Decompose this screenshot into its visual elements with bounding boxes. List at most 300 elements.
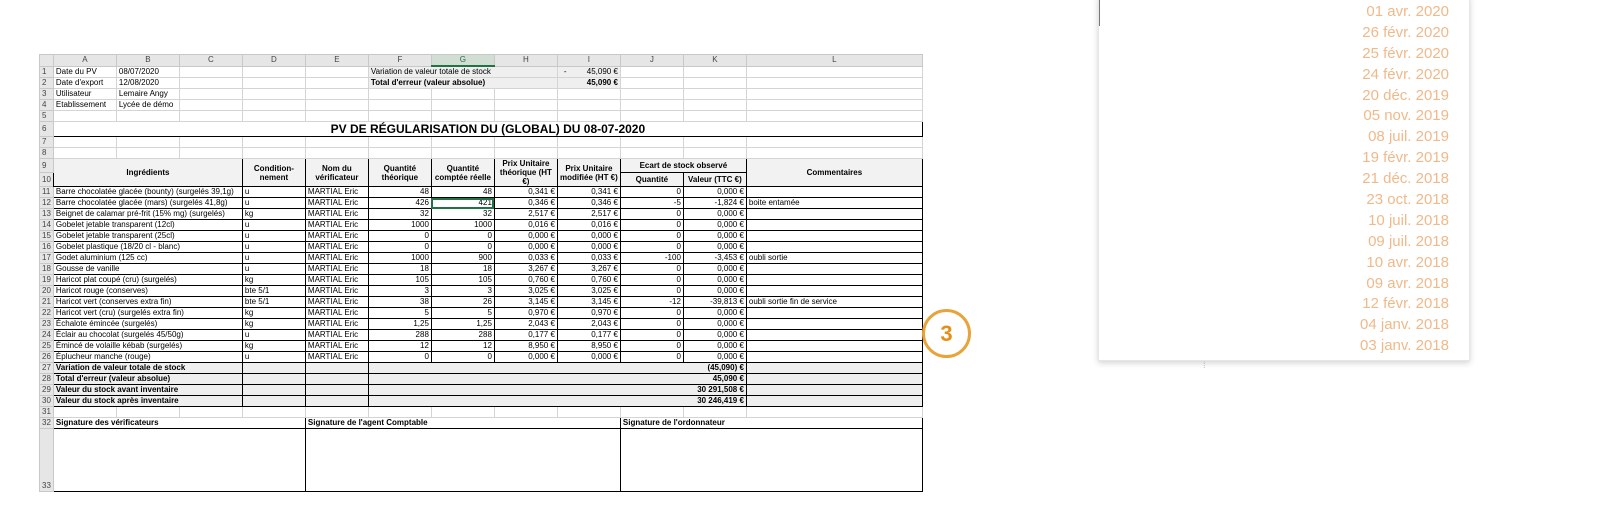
ecart-valeur-cell[interactable]: 0,000 €	[683, 242, 746, 253]
commentaire-cell[interactable]: oubli sortie	[746, 253, 922, 264]
sheet-row	[40, 297, 923, 308]
sheet-row	[40, 330, 923, 341]
sheet-row	[40, 159, 923, 173]
ingredient-name[interactable]: Éclair au chocolat (surgelés 45/50g)	[53, 330, 242, 341]
pu-theorique-cell[interactable]: 0,000 €	[494, 242, 557, 253]
ecart-quantite-cell[interactable]: -5	[620, 198, 683, 209]
ecart-quantite-cell[interactable]: 0	[620, 220, 683, 231]
qte-theorique-cell[interactable]: 105	[368, 275, 431, 286]
conditionnement-cell[interactable]: u	[242, 253, 305, 264]
column-header-h[interactable]: H	[494, 55, 557, 67]
row-header[interactable]: 22	[40, 308, 54, 319]
ecart-valeur-cell[interactable]: 0,000 €	[683, 220, 746, 231]
signature-ordonnateur-label[interactable]: Signature de l'ordonnateur	[620, 418, 922, 429]
row-header[interactable]: 9	[40, 159, 54, 173]
ingredient-name[interactable]: Gobelet jetable transparent (12cl)	[53, 220, 242, 231]
column-header-row	[40, 55, 923, 67]
conditionnement-cell[interactable]: u	[242, 242, 305, 253]
row-header[interactable]: 23	[40, 319, 54, 330]
pu-modifiee-cell[interactable]: 0,016 €	[557, 220, 620, 231]
verificateur-cell[interactable]: MARTIAL Eric	[305, 187, 368, 198]
row-header[interactable]: 26	[40, 352, 54, 363]
error-value[interactable]: 45,090 €	[557, 78, 620, 89]
pu-theorique-cell[interactable]: 0,970 €	[494, 308, 557, 319]
row-header[interactable]: 1	[40, 66, 54, 78]
header-verificateur[interactable]: Nom du vérificateur	[305, 159, 368, 187]
commentaire-cell[interactable]	[746, 209, 922, 220]
qte-theorique-cell[interactable]: 3	[368, 286, 431, 297]
qte-theorique-cell[interactable]: 0	[368, 352, 431, 363]
conditionnement-cell[interactable]: kg	[242, 341, 305, 352]
conditionnement-cell[interactable]: u	[242, 220, 305, 231]
verificateur-cell[interactable]: MARTIAL Eric	[305, 319, 368, 330]
verificateur-cell[interactable]: MARTIAL Eric	[305, 341, 368, 352]
qte-theorique-cell[interactable]: 12	[368, 341, 431, 352]
column-header-e[interactable]: E	[305, 55, 368, 67]
row-header[interactable]: 30	[40, 396, 54, 407]
ecart-valeur-cell[interactable]: 0,000 €	[683, 275, 746, 286]
sheet-row	[40, 198, 923, 209]
row-header[interactable]: 21	[40, 297, 54, 308]
pu-modifiee-cell[interactable]: 2,043 €	[557, 319, 620, 330]
variation-sign: -	[563, 66, 567, 76]
row-header[interactable]: 16	[40, 242, 54, 253]
conditionnement-cell[interactable]: kg	[242, 275, 305, 286]
info-label[interactable]: Date du PV	[53, 66, 116, 78]
sheet-row	[40, 137, 923, 148]
qte-comptee-cell[interactable]: 105	[431, 275, 494, 286]
pu-theorique-cell[interactable]: 0,760 €	[494, 275, 557, 286]
header-pu-theorique[interactable]: Prix Unitaire théorique (HT €)	[494, 159, 557, 187]
date-option[interactable]: 03 janv. 2018	[1360, 337, 1449, 355]
conditionnement-cell[interactable]: u	[242, 187, 305, 198]
date-option[interactable]: 05 nov. 2019	[1363, 107, 1449, 125]
sheet-row	[40, 363, 923, 374]
date-dropdown-list[interactable]	[1098, 0, 1470, 370]
date-option[interactable]: 21 déc. 2018	[1362, 170, 1449, 188]
sheet-row	[40, 319, 923, 330]
ecart-valeur-cell[interactable]: 0,000 €	[683, 286, 746, 297]
header-commentaires[interactable]: Commentaires	[746, 159, 922, 187]
ingredient-name[interactable]: Barre chocolatée glacée (bounty) (surgelés 39,1g)	[53, 187, 242, 198]
ecart-quantite-cell[interactable]: 0	[620, 341, 683, 352]
qte-theorique-cell[interactable]: 5	[368, 308, 431, 319]
commentaire-cell[interactable]	[746, 341, 922, 352]
pu-modifiee-cell[interactable]: 0,177 €	[557, 330, 620, 341]
ingredient-name[interactable]: Barre chocolatée glacée (mars) (surgelés 41,8g)	[53, 198, 242, 209]
qte-comptee-cell[interactable]: 288	[431, 330, 494, 341]
sheet-row	[40, 78, 923, 89]
commentaire-cell[interactable]	[746, 220, 922, 231]
date-options	[1360, 2, 1449, 357]
info-label[interactable]: Date d'export	[53, 78, 116, 89]
conditionnement-cell[interactable]: kg	[242, 308, 305, 319]
pu-modifiee-cell[interactable]: 2,517 €	[557, 209, 620, 220]
row-header[interactable]: 27	[40, 363, 54, 374]
qte-theorique-cell[interactable]: 18	[368, 264, 431, 275]
header-qte-comptee[interactable]: Quantité comptée réelle	[431, 159, 494, 187]
row-header[interactable]: 29	[40, 385, 54, 396]
verificateur-cell[interactable]: MARTIAL Eric	[305, 253, 368, 264]
commentaire-cell[interactable]	[746, 352, 922, 363]
ecart-valeur-cell[interactable]: -39,813 €	[683, 297, 746, 308]
ecart-valeur-cell[interactable]: 0,000 €	[683, 187, 746, 198]
row-header[interactable]: 25	[40, 341, 54, 352]
pu-theorique-cell[interactable]: 2,517 €	[494, 209, 557, 220]
ecart-quantite-cell[interactable]: 0	[620, 286, 683, 297]
column-header-j[interactable]: J	[620, 55, 683, 67]
qte-theorique-cell[interactable]: 426	[368, 198, 431, 209]
info-value[interactable]: 12/08/2020	[116, 78, 179, 89]
conditionnement-cell[interactable]: bte 5/1	[242, 286, 305, 297]
sheet-row	[40, 148, 923, 159]
ecart-valeur-cell[interactable]: 0,000 €	[683, 231, 746, 242]
header-ingredients[interactable]: Ingrédients	[53, 159, 242, 187]
date-option[interactable]: 04 janv. 2018	[1360, 316, 1449, 334]
qte-theorique-cell[interactable]: 38	[368, 297, 431, 308]
signature-comptable-box[interactable]	[305, 429, 620, 492]
verificateur-cell[interactable]: MARTIAL Eric	[305, 352, 368, 363]
row-header[interactable]: 8	[40, 148, 54, 159]
conditionnement-cell[interactable]: kg	[242, 319, 305, 330]
sheet-row	[40, 111, 923, 122]
ecart-quantite-cell[interactable]: 0	[620, 319, 683, 330]
sheet-row	[40, 122, 923, 137]
verificateur-cell[interactable]: MARTIAL Eric	[305, 264, 368, 275]
pu-theorique-cell[interactable]: 0,016 €	[494, 220, 557, 231]
info-value[interactable]: 08/07/2020	[116, 66, 179, 78]
verificateur-cell[interactable]: MARTIAL Eric	[305, 242, 368, 253]
pu-modifiee-cell[interactable]: 0,033 €	[557, 253, 620, 264]
verificateur-cell[interactable]: MARTIAL Eric	[305, 330, 368, 341]
pu-modifiee-cell[interactable]: 8,950 €	[557, 341, 620, 352]
sheet-row	[40, 352, 923, 363]
ecart-valeur-cell[interactable]: 0,000 €	[683, 352, 746, 363]
ingredient-name[interactable]: Godet aluminium (125 cc)	[53, 253, 242, 264]
qte-comptee-cell[interactable]: 0	[431, 242, 494, 253]
ecart-valeur-cell[interactable]: 0,000 €	[683, 308, 746, 319]
qte-comptee-cell[interactable]: 26	[431, 297, 494, 308]
ingredient-name[interactable]: Haricot plat coupé (cru) (surgelés)	[53, 275, 242, 286]
pu-theorique-cell[interactable]: 8,950 €	[494, 341, 557, 352]
date-option[interactable]: 26 févr. 2020	[1362, 23, 1449, 41]
ecart-quantite-cell[interactable]: 0	[620, 187, 683, 198]
info-label[interactable]: Etablissement	[53, 100, 116, 111]
ecart-quantite-cell[interactable]: 0	[620, 264, 683, 275]
ecart-valeur-cell[interactable]: 0,000 €	[683, 209, 746, 220]
verificateur-cell[interactable]: MARTIAL Eric	[305, 275, 368, 286]
column-header-d[interactable]: D	[242, 55, 305, 67]
row-header[interactable]: 28	[40, 374, 54, 385]
row-header[interactable]: 10	[40, 173, 54, 187]
row-header[interactable]: 4	[40, 100, 54, 111]
sheet-row	[40, 308, 923, 319]
verificateur-cell[interactable]: MARTIAL Eric	[305, 297, 368, 308]
conditionnement-cell[interactable]: bte 5/1	[242, 297, 305, 308]
row-header[interactable]: 11	[40, 187, 54, 198]
sheet-row	[40, 231, 923, 242]
ecart-quantite-cell[interactable]: -12	[620, 297, 683, 308]
info-label[interactable]: Utilisateur	[53, 89, 116, 100]
commentaire-cell[interactable]	[746, 319, 922, 330]
ecart-quantite-cell[interactable]: 0	[620, 231, 683, 242]
qte-comptee-cell[interactable]: 3	[431, 286, 494, 297]
row-header[interactable]: 2	[40, 78, 54, 89]
sheet-row	[40, 66, 923, 78]
pu-theorique-cell[interactable]: 0,341 €	[494, 187, 557, 198]
column-header-a[interactable]: A	[53, 55, 116, 67]
pu-modifiee-cell[interactable]: 0,000 €	[557, 242, 620, 253]
ecart-valeur-cell[interactable]: 0,000 €	[683, 264, 746, 275]
conditionnement-cell[interactable]: u	[242, 198, 305, 209]
row-header[interactable]: 12	[40, 198, 54, 209]
ecart-valeur-cell[interactable]: 0,000 €	[683, 341, 746, 352]
pu-theorique-cell[interactable]: 2,043 €	[494, 319, 557, 330]
qte-comptee-cell[interactable]: 0	[431, 352, 494, 363]
total-label[interactable]: Total d'erreur (valeur absolue)	[53, 374, 242, 385]
pu-theorique-cell[interactable]: 3,025 €	[494, 286, 557, 297]
signature-ordonnateur-box[interactable]	[620, 429, 922, 492]
pu-theorique-cell[interactable]: 0,346 €	[494, 198, 557, 209]
row-header[interactable]: 6	[40, 122, 54, 137]
commentaire-cell[interactable]	[746, 231, 922, 242]
column-header-i[interactable]: I	[557, 55, 620, 67]
row-header[interactable]: 17	[40, 253, 54, 264]
row-header[interactable]: 18	[40, 264, 54, 275]
sheet-row	[40, 407, 923, 418]
variation-label[interactable]: Variation de valeur totale de stock	[368, 66, 557, 78]
sheet-row	[40, 89, 923, 100]
conditionnement-cell[interactable]: u	[242, 264, 305, 275]
pu-theorique-cell[interactable]: 3,267 €	[494, 264, 557, 275]
verificateur-cell[interactable]: MARTIAL Eric	[305, 286, 368, 297]
column-header-f[interactable]: F	[368, 55, 431, 67]
select-all-corner[interactable]	[40, 55, 54, 67]
pu-modifiee-cell[interactable]: 0,341 €	[557, 187, 620, 198]
signature-verificateurs-label[interactable]: Signature des vérificateurs	[53, 418, 305, 429]
total-label[interactable]: Valeur du stock après inventaire	[53, 396, 242, 407]
report-title[interactable]: PV DE RÉGULARISATION DU (GLOBAL) DU 08-07-2020	[53, 122, 922, 137]
header-conditionnement[interactable]: Condition-nement	[242, 159, 305, 187]
qte-theorique-cell[interactable]: 0	[368, 242, 431, 253]
qte-theorique-cell[interactable]: 32	[368, 209, 431, 220]
column-header-c[interactable]: C	[179, 55, 242, 67]
sheet-row	[40, 429, 923, 492]
header-ecart-quantite[interactable]: Quantité	[620, 173, 683, 187]
ingredient-name[interactable]: Gobelet jetable transparent (25cl)	[53, 231, 242, 242]
qte-comptee-cell[interactable]: 12	[431, 341, 494, 352]
qte-comptee-cell[interactable]: 48	[431, 187, 494, 198]
verificateur-cell[interactable]: MARTIAL Eric	[305, 198, 368, 209]
row-header[interactable]: 15	[40, 231, 54, 242]
conditionnement-cell[interactable]: u	[242, 330, 305, 341]
ingredient-name[interactable]: Échalote émincée (surgelés)	[53, 319, 242, 330]
pu-modifiee-cell[interactable]: 0,970 €	[557, 308, 620, 319]
qte-theorique-cell[interactable]: 288	[368, 330, 431, 341]
verificateur-cell[interactable]: MARTIAL Eric	[305, 308, 368, 319]
sheet-row	[40, 385, 923, 396]
date-option[interactable]: 24 févr. 2020	[1362, 65, 1449, 83]
sheet-row	[40, 187, 923, 198]
qte-theorique-cell[interactable]: 1000	[368, 253, 431, 264]
ingredient-name[interactable]: Haricot vert (cru) (surgelés extra fin)	[53, 308, 242, 319]
sheet-row	[40, 220, 923, 231]
pu-theorique-cell[interactable]: 0,033 €	[494, 253, 557, 264]
sheet-row	[40, 341, 923, 352]
date-option[interactable]: 08 juil. 2019	[1368, 128, 1449, 146]
column-header-k[interactable]: K	[683, 55, 746, 67]
sheet-row	[40, 242, 923, 253]
qte-comptee-cell[interactable]: 18	[431, 264, 494, 275]
qte-theorique-cell[interactable]: 1,25	[368, 319, 431, 330]
ingredient-name[interactable]: Émincé de volaille kébab (surgelés)	[53, 341, 242, 352]
sheet-row	[40, 209, 923, 220]
qte-comptee-cell[interactable]: 900	[431, 253, 494, 264]
row-header[interactable]: 32	[40, 418, 54, 429]
header-qte-theorique[interactable]: Quantité théorique	[368, 159, 431, 187]
date-option[interactable]: 20 déc. 2019	[1362, 86, 1449, 104]
ecart-quantite-cell[interactable]: -100	[620, 253, 683, 264]
error-label[interactable]: Total d'erreur (valeur absolue)	[368, 78, 557, 89]
column-header-g[interactable]: G	[431, 55, 494, 67]
commentaire-cell[interactable]: oubli sortie fin de service	[746, 297, 922, 308]
ecart-quantite-cell[interactable]: 0	[620, 242, 683, 253]
qte-theorique-cell[interactable]: 48	[368, 187, 431, 198]
column-header-b[interactable]: B	[116, 55, 179, 67]
sheet-row	[40, 396, 923, 407]
ecart-quantite-cell[interactable]: 0	[620, 352, 683, 363]
row-header[interactable]: 33	[40, 429, 54, 492]
commentaire-cell[interactable]	[746, 187, 922, 198]
pu-modifiee-cell[interactable]: 0,000 €	[557, 352, 620, 363]
total-label[interactable]: Variation de valeur totale de stock	[53, 363, 242, 374]
date-option[interactable]: 10 avr. 2018	[1366, 253, 1449, 271]
commentaire-cell[interactable]	[746, 308, 922, 319]
date-option[interactable]: 25 févr. 2020	[1362, 44, 1449, 62]
row-header[interactable]: 20	[40, 286, 54, 297]
variation-value[interactable]	[557, 66, 620, 78]
total-value[interactable]: 30 291,508 €	[368, 385, 746, 396]
commentaire-cell[interactable]	[746, 264, 922, 275]
verificateur-cell[interactable]: MARTIAL Eric	[305, 209, 368, 220]
ingredient-name[interactable]: Gousse de vanille	[53, 264, 242, 275]
signature-verificateurs-box[interactable]	[53, 429, 305, 492]
ingredient-name[interactable]: Éplucheur manche (rouge)	[53, 352, 242, 363]
commentaire-cell[interactable]	[746, 330, 922, 341]
pu-modifiee-cell[interactable]: 0,760 €	[557, 275, 620, 286]
qte-theorique-cell[interactable]: 0	[368, 231, 431, 242]
row-header[interactable]: 24	[40, 330, 54, 341]
conditionnement-cell[interactable]: u	[242, 231, 305, 242]
total-value[interactable]: (45,090) €	[368, 363, 746, 374]
variation-amount: 45,090 €	[586, 66, 618, 76]
ecart-quantite-cell[interactable]: 0	[620, 209, 683, 220]
info-value[interactable]: Lemaire Angy	[116, 89, 179, 100]
total-value[interactable]: 30 246,419 €	[368, 396, 746, 407]
sheet-row	[40, 100, 923, 111]
ingredient-name[interactable]: Beignet de calamar pré-frit (15% mg) (surgelés)	[53, 209, 242, 220]
row-header[interactable]: 5	[40, 111, 54, 122]
date-option[interactable]: 10 juil. 2018	[1368, 211, 1449, 229]
row-header[interactable]: 14	[40, 220, 54, 231]
ingredient-name[interactable]: Haricot rouge (conserves)	[53, 286, 242, 297]
header-ecart[interactable]: Ecart de stock observé	[620, 159, 746, 173]
ecart-valeur-cell[interactable]: -3,453 €	[683, 253, 746, 264]
date-option[interactable]: 01 avr. 2020	[1366, 3, 1449, 20]
qte-comptee-cell[interactable]: 1000	[431, 220, 494, 231]
pu-theorique-cell[interactable]: 0,000 €	[494, 231, 557, 242]
column-header-l[interactable]: L	[746, 55, 922, 67]
sheet-row	[40, 264, 923, 275]
ecart-valeur-cell[interactable]: 0,000 €	[683, 330, 746, 341]
row-header[interactable]: 13	[40, 209, 54, 220]
step-number-badge: 3	[922, 309, 971, 358]
header-pu-modifiee[interactable]: Prix Unitaire modifiée (HT €)	[557, 159, 620, 187]
date-option[interactable]: 09 avr. 2018	[1366, 274, 1449, 292]
sheet-row	[40, 286, 923, 297]
sheet-row	[40, 374, 923, 385]
ecart-quantite-cell[interactable]: 0	[620, 330, 683, 341]
pu-modifiee-cell[interactable]: 3,267 €	[557, 264, 620, 275]
dropdown-edge	[1099, 0, 1100, 26]
date-option[interactable]: 19 févr. 2019	[1362, 149, 1449, 167]
pu-theorique-cell[interactable]: 0,000 €	[494, 352, 557, 363]
pu-modifiee-cell[interactable]: 3,145 €	[557, 297, 620, 308]
pu-modifiee-cell[interactable]: 0,000 €	[557, 231, 620, 242]
commentaire-cell[interactable]	[746, 275, 922, 286]
commentaire-cell[interactable]: boite entamée	[746, 198, 922, 209]
ecart-valeur-cell[interactable]: 0,000 €	[683, 319, 746, 330]
qte-comptee-cell[interactable]: 5	[431, 308, 494, 319]
pu-modifiee-cell[interactable]: 3,025 €	[557, 286, 620, 297]
qte-comptee-cell[interactable]: 0	[431, 231, 494, 242]
pu-modifiee-cell[interactable]: 0,346 €	[557, 198, 620, 209]
commentaire-cell[interactable]	[746, 286, 922, 297]
ecart-quantite-cell[interactable]: 0	[620, 275, 683, 286]
date-option[interactable]: 23 oct. 2018	[1366, 191, 1449, 209]
ecart-quantite-cell[interactable]: 0	[620, 308, 683, 319]
row-header[interactable]: 19	[40, 275, 54, 286]
pu-theorique-cell[interactable]: 0,177 €	[494, 330, 557, 341]
verificateur-cell[interactable]: MARTIAL Eric	[305, 220, 368, 231]
date-option[interactable]: 09 juil. 2018	[1368, 232, 1449, 250]
resize-grip-icon[interactable]: ⁞	[1203, 360, 1206, 370]
commentaire-cell[interactable]	[746, 242, 922, 253]
row-header[interactable]: 3	[40, 89, 54, 100]
pu-theorique-cell[interactable]: 3,145 €	[494, 297, 557, 308]
qte-comptee-cell[interactable]: 1,25	[431, 319, 494, 330]
sheet-row	[40, 418, 923, 429]
total-value[interactable]: 45,090 €	[368, 374, 746, 385]
ingredient-name[interactable]: Haricot vert (conserves extra fin)	[53, 297, 242, 308]
row-header[interactable]: 31	[40, 407, 54, 418]
info-value[interactable]: Lycée de démo	[116, 100, 179, 111]
header-ecart-valeur[interactable]: Valeur (TTC €)	[683, 173, 746, 187]
row-header[interactable]: 7	[40, 137, 54, 148]
conditionnement-cell[interactable]: kg	[242, 209, 305, 220]
ingredient-name[interactable]: Gobelet plastique (18/20 cl - blanc)	[53, 242, 242, 253]
signature-comptable-label[interactable]: Signature de l'agent Comptable	[305, 418, 620, 429]
spreadsheet[interactable]	[39, 54, 923, 492]
qte-comptee-cell[interactable]: 32	[431, 209, 494, 220]
date-option[interactable]: 12 févr. 2018	[1362, 295, 1449, 313]
qte-comptee-cell[interactable]: 421	[431, 198, 494, 209]
total-label[interactable]: Valeur du stock avant inventaire	[53, 385, 242, 396]
verificateur-cell[interactable]: MARTIAL Eric	[305, 231, 368, 242]
ecart-valeur-cell[interactable]: -1,824 €	[683, 198, 746, 209]
conditionnement-cell[interactable]: u	[242, 352, 305, 363]
qte-theorique-cell[interactable]: 1000	[368, 220, 431, 231]
